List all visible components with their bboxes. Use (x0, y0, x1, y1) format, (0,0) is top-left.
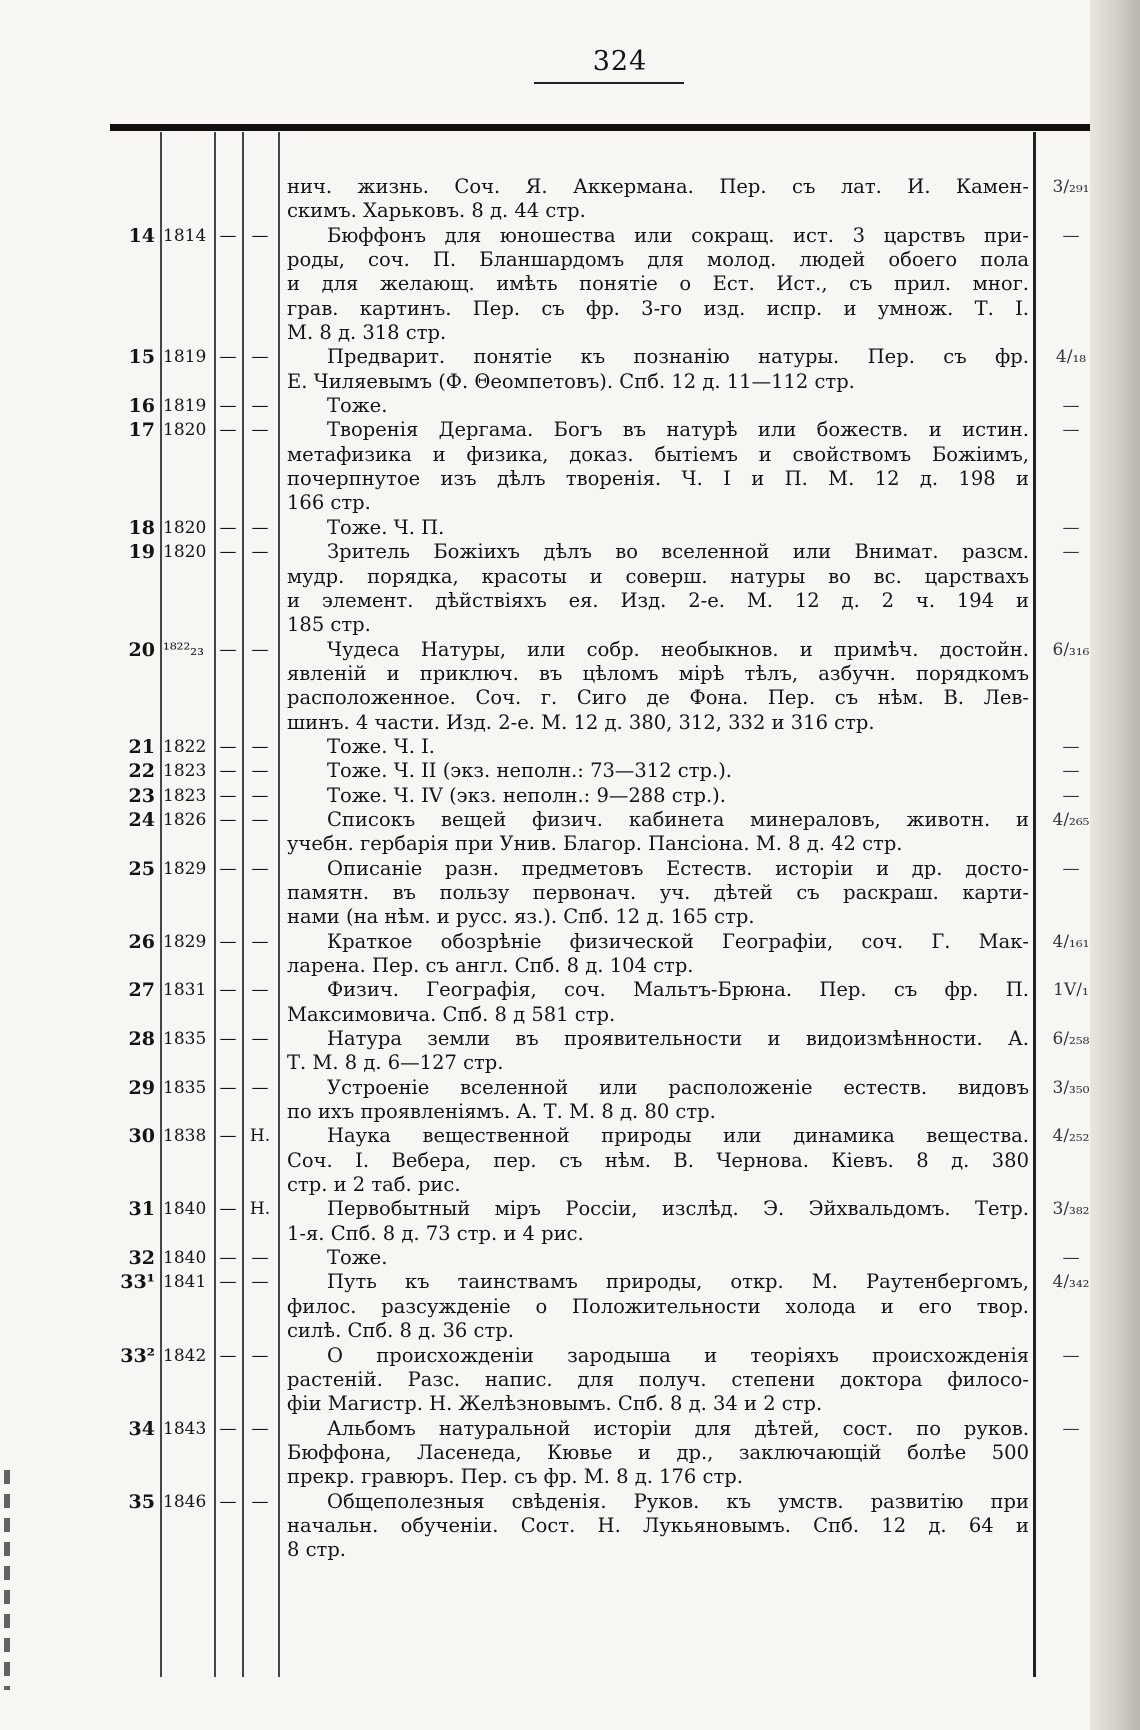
entry-mark: — (251, 858, 269, 879)
entry-number: 19 (128, 541, 155, 564)
entry-number: 25 (128, 857, 155, 880)
entry-text-line: фіи Магистр. Н. Желѣзновымъ. Спб. 8 д. 34 и 2 стр. (287, 1392, 823, 1416)
entry-price: 6/₂₅₈ (1052, 1029, 1090, 1050)
entry-mark: — (251, 1491, 269, 1512)
entry-text-line: Е. Чиляевымъ (Ф. Θеомпетовъ). Спб. 12 д. 11—112 стр. (287, 369, 855, 393)
table-top-rule (110, 124, 1090, 131)
entry-year: 1820 (163, 517, 207, 538)
catalog-line (0, 1417, 1090, 1441)
entry-mark: Н. (249, 1199, 271, 1220)
entry-text-line: М. 8 д. 318 стр. (287, 321, 447, 345)
entry-dash: — (219, 1126, 237, 1147)
entry-number: 16 (128, 395, 155, 418)
catalog-line (0, 589, 1090, 613)
catalog-line (0, 832, 1090, 856)
entry-mark: — (251, 736, 269, 757)
entry-dash: — (219, 1248, 237, 1269)
catalog-line (0, 808, 1090, 832)
entry-dash: — (219, 761, 237, 782)
entry-mark: — (251, 542, 269, 563)
entry-text-line: прекр. гравюръ. Пер. съ фр. М. 8 д. 176 стр. (287, 1465, 743, 1489)
entry-dash: — (219, 1272, 237, 1293)
entry-year: 1820 (163, 542, 207, 563)
catalog-line (0, 1441, 1090, 1465)
catalog-line (0, 686, 1090, 710)
page-number-underline (534, 82, 684, 84)
entry-dash: — (219, 980, 237, 1001)
entry-dash: — (219, 1345, 237, 1366)
entry-price: — (1062, 858, 1080, 879)
entry-text-line: расположенное. Соч. г. Сиго де Фона. Пер. съ нѣм. В. Лев- (287, 686, 1029, 710)
entry-text-line: Т. М. 8 д. 6—127 стр. (287, 1051, 504, 1075)
entry-number: 34 (128, 1417, 155, 1440)
entry-mark: — (251, 1077, 269, 1098)
entry-text-line: ларена. Пер. съ англ. Спб. 8 д. 104 стр. (287, 954, 694, 977)
entry-text-line: Устроеніе вселенной или расположеніе естеств. видовъ (327, 1075, 1029, 1099)
entry-text-line: Тоже. Ч. II (экз. неполн.: 73—312 стр.). (327, 759, 732, 783)
entry-text-line: силѣ. Спб. 8 д. 36 стр. (287, 1319, 514, 1343)
catalog-line (0, 394, 1090, 418)
catalog-line (0, 540, 1090, 564)
entry-text-line: почерпнутое изъ дѣлъ творенія. Ч. I и П. М. 12 д. 198 и (287, 467, 1029, 491)
page-number: 324 (592, 46, 648, 77)
entry-mark: — (251, 809, 269, 830)
entry-price: — (1062, 785, 1080, 806)
catalog-line (0, 565, 1090, 589)
entry-dash: — (219, 639, 237, 660)
entry-number: 33¹ (120, 1271, 155, 1294)
entry-number: 26 (128, 930, 155, 953)
catalog-line (0, 1124, 1090, 1148)
entry-year: 1831 (163, 980, 207, 1001)
entry-text-line: Максимовича. Спб. 8 д 581 стр. (287, 1002, 616, 1026)
entry-text-line: нич. жизнь. Соч. Я. Аккермана. Пер. съ лат. И. Камен- (287, 175, 1029, 198)
entry-dash: — (219, 1491, 237, 1512)
entry-number: 33² (120, 1344, 155, 1367)
entry-price: — (1062, 420, 1080, 441)
entry-number: 31 (128, 1198, 155, 1221)
entry-text-line: Путь къ таинствамъ природы, откр. М. Раутенбергомъ, (327, 1270, 1029, 1294)
entry-mark: — (251, 1029, 269, 1050)
entry-dash: — (219, 1418, 237, 1439)
entry-mark: — (251, 1345, 269, 1366)
catalog-line (0, 1514, 1090, 1538)
catalog-line (0, 881, 1090, 905)
entry-text-line: Наука вещественной природы или динамика вещества. (327, 1124, 1029, 1148)
catalog-line (0, 662, 1090, 686)
catalog-line (0, 345, 1090, 369)
entry-price: — (1062, 517, 1080, 538)
catalog-line (0, 930, 1090, 954)
entry-mark: — (251, 396, 269, 417)
catalog-line (0, 370, 1090, 394)
catalog-line (0, 1246, 1090, 1270)
entry-text-line: Тоже. (327, 1246, 388, 1270)
entry-text-line: 1-я. Спб. 8 д. 73 стр. и 4 рис. (287, 1221, 584, 1245)
entry-price: 3/₃₅₀ (1052, 1077, 1090, 1098)
entry-number: 24 (128, 808, 155, 831)
entry-text-line: Краткое обозрѣніе физической Географіи, соч. Г. Мак- (327, 929, 1029, 953)
catalog-line (0, 954, 1090, 978)
entry-text-line: 166 стр. (287, 491, 371, 515)
entry-dash: — (219, 225, 237, 246)
catalog-line (0, 784, 1090, 808)
entry-text-line: Натура земли въ проявительности и видоизмѣнности. А. (327, 1027, 1029, 1051)
entry-price: 3/₃₈₂ (1052, 1199, 1090, 1220)
catalog-line (0, 1051, 1090, 1075)
entry-text-line: стр. и 2 таб. рис. (287, 1173, 461, 1197)
catalog-line (0, 1344, 1090, 1368)
entry-number: 18 (128, 516, 155, 539)
entry-text-line: по ихъ проявленіямъ. А. Т. М. 8 д. 80 стр. (287, 1100, 716, 1124)
catalog-line (0, 905, 1090, 929)
entry-mark: — (251, 1418, 269, 1439)
entry-price: 4/₁₆₁ (1052, 931, 1090, 952)
catalog-line (0, 1173, 1090, 1197)
entry-price: — (1062, 761, 1080, 782)
entry-text-line: Соч. І. Вебера, пер. съ нѣм. В. Чернова. Кіевъ. 8 д. 380 (287, 1148, 1029, 1172)
entry-price: — (1062, 736, 1080, 757)
entry-price: — (1062, 542, 1080, 563)
entry-year: 1820 (163, 420, 207, 441)
catalog-line (0, 418, 1090, 442)
entry-number: 15 (128, 346, 155, 369)
entry-year: 1822 (163, 736, 207, 757)
entry-text-line: 185 стр. (287, 613, 371, 637)
catalog-line (0, 1295, 1090, 1319)
entry-text-line: роды, соч. П. Бланшардомъ для молод. людей обоего пола (287, 248, 1029, 272)
entry-year: 1843 (163, 1418, 207, 1439)
catalog-line (0, 1076, 1090, 1100)
entry-text-line: Тоже. Ч. IV (экз. неполн.: 9—288 стр.). (327, 783, 726, 807)
entry-text-line: Описаніе разн. предметовъ Естеств. исторіи и др. досто- (327, 856, 1029, 880)
catalog-line (0, 272, 1090, 296)
catalog-line (0, 1149, 1090, 1173)
catalog-line (0, 1465, 1090, 1489)
entry-number: 30 (128, 1125, 155, 1148)
entry-text-line: Тоже. Ч. I. (327, 734, 435, 758)
catalog-line (0, 978, 1090, 1002)
entry-year: 1814 (163, 225, 207, 246)
entry-dash: — (219, 809, 237, 830)
entry-text-line: Бюффонъ для юношества или сокращ. ист. 3 царствъ при- (327, 223, 1029, 247)
entry-text-line: и элемент. дѣйствіяхъ ея. Изд. 2-е. М. 12 д. 2 ч. 194 и (287, 588, 1029, 612)
entry-text-line: 8 стр. (287, 1538, 346, 1562)
catalog-line (0, 224, 1090, 248)
entry-price: 3/₂₉₁ (1052, 177, 1090, 197)
entry-price: — (1062, 1248, 1080, 1269)
entry-mark: — (251, 931, 269, 952)
entry-text-line: учебн. гербарія при Унив. Благор. Пансіона. М. 8 д. 42 стр. (287, 832, 903, 856)
entry-year: 1840 (163, 1199, 207, 1220)
entry-mark: — (251, 517, 269, 538)
catalog-line (0, 1222, 1090, 1246)
entry-dash: — (219, 517, 237, 538)
entry-number: 32 (128, 1247, 155, 1270)
catalog-line (0, 1003, 1090, 1027)
catalog-line (0, 443, 1090, 467)
entry-text-line: Физич. Географія, соч. Мальтъ-Брюна. Пер. съ фр. П. (327, 978, 1029, 1002)
catalog-entries (0, 175, 1090, 1563)
entry-year: 1835 (163, 1029, 207, 1050)
entry-mark: — (251, 761, 269, 782)
entry-price: 6/₃₁₆ (1052, 639, 1090, 660)
catalog-line (0, 857, 1090, 881)
entry-year: 1838 (163, 1126, 207, 1147)
entry-text-line: метафизика и физика, доказ. бытіемъ и свойствомъ Божіимъ, (287, 442, 1029, 466)
catalog-line (0, 467, 1090, 491)
catalog-line (0, 321, 1090, 345)
entry-dash: — (219, 931, 237, 952)
catalog-line (0, 1197, 1090, 1221)
entry-mark: — (251, 420, 269, 441)
page-edge-shadow (1090, 0, 1140, 1730)
entry-mark: — (251, 980, 269, 1001)
entry-number: 14 (128, 224, 155, 247)
entry-text-line: мудр. порядка, красоты и соверш. натуры во вс. царствахъ (287, 564, 1029, 588)
entry-dash: — (219, 396, 237, 417)
entry-year: 1823 (163, 785, 207, 806)
entry-dash: — (219, 542, 237, 563)
entry-number: 27 (128, 979, 155, 1002)
catalog-line (0, 175, 1090, 199)
entry-text-line: и для желающ. имѣть понятіе о Ест. Ист., съ прил. мног. (287, 272, 1029, 296)
entry-text-line: Бюффона, Ласенеда, Кювье и др., заключающій болѣе 500 (287, 1440, 1029, 1464)
entry-price: 4/₃₄₂ (1052, 1272, 1090, 1293)
catalog-line (0, 759, 1090, 783)
entry-dash: — (219, 1077, 237, 1098)
catalog-line (0, 735, 1090, 759)
entry-year: 1846 (163, 1491, 207, 1512)
entry-year: 1842 (163, 1345, 207, 1366)
entry-price: 4/₂₆₅ (1052, 809, 1090, 830)
catalog-line (0, 1368, 1090, 1392)
entry-number: 28 (128, 1028, 155, 1051)
catalog-line (0, 516, 1090, 540)
entry-text-line: Общеполезныя свѣденія. Руков. къ умств. развитію при (327, 1489, 1029, 1513)
entry-year: 1819 (163, 396, 207, 417)
entry-number: 17 (128, 419, 155, 442)
entry-price: 4/₂₅₂ (1052, 1126, 1090, 1147)
entry-mark: Н. (249, 1126, 271, 1147)
catalog-line (0, 199, 1090, 223)
entry-number: 29 (128, 1076, 155, 1099)
entry-text-line: начальн. обученіи. Сост. Н. Лукьяновымъ. Спб. 12 д. 64 и (287, 1513, 1029, 1537)
entry-price: 4/₁₈ (1055, 347, 1087, 368)
entry-year: 1841 (163, 1272, 207, 1293)
entry-text-line: Тоже. Ч. П. (327, 515, 445, 539)
entry-text-line: Зритель Божіихъ дѣлъ во вселенной или Внимат. разсм. (327, 540, 1029, 564)
entry-price: 1V/₁ (1053, 980, 1089, 1001)
entry-mark: — (251, 347, 269, 368)
entry-text-line: Творенія Дергама. Богъ въ натурѣ или божеств. и истин. (327, 418, 1029, 442)
entry-mark: — (251, 785, 269, 806)
catalog-line (0, 1490, 1090, 1514)
entry-text-line: шинъ. 4 части. Изд. 2-е. М. 12 д. 380, 312, 332 и 316 стр. (287, 710, 875, 734)
entry-dash: — (219, 785, 237, 806)
entry-number: 20 (128, 638, 155, 661)
entry-number: 35 (128, 1490, 155, 1513)
entry-text-line: Чудеса Натуры, или собр. необыкнов. и примѣч. достойн. (327, 637, 1029, 661)
entry-dash: — (219, 347, 237, 368)
catalog-line (0, 638, 1090, 662)
entry-text-line: растеній. Разс. напис. для получ. степени доктора филосо- (287, 1367, 1029, 1391)
entry-year: 1819 (163, 347, 207, 368)
entry-mark: — (251, 639, 269, 660)
entry-year: 1829 (163, 931, 207, 952)
entry-text-line: скимъ. Харьковъ. 8 д. 44 стр. (287, 199, 586, 223)
entry-dash: — (219, 858, 237, 879)
entry-text-line: Предварит. понятіе къ познанію натуры. Пер. съ фр. (327, 345, 1029, 369)
entry-year: 1826 (163, 809, 207, 830)
entry-price: — (1062, 225, 1080, 246)
entry-dash: — (219, 736, 237, 757)
entry-text-line: нами (на нѣм. и русс. яз.). Спб. 12 д. 165 стр. (287, 905, 755, 929)
entry-text-line: Альбомъ натуральной исторіи для дѣтей, сост. по руков. (327, 1416, 1029, 1440)
catalog-line (0, 613, 1090, 637)
entry-number: 21 (128, 735, 155, 758)
entry-mark: — (251, 1248, 269, 1269)
entry-year: 1829 (163, 858, 207, 879)
entry-text-line: филос. разсужденіе о Положительности холода и его твор. (287, 1294, 1029, 1318)
entry-price: — (1062, 1418, 1080, 1439)
entry-text-line: О происхожденіи зародыша и теоріяхъ происхожденія (327, 1343, 1029, 1367)
entry-year: 1840 (163, 1248, 207, 1269)
catalog-line (0, 1270, 1090, 1294)
entry-price: — (1062, 396, 1080, 417)
entry-dash: — (219, 420, 237, 441)
entry-mark: — (251, 225, 269, 246)
catalog-line (0, 1319, 1090, 1343)
entry-dash: — (219, 1199, 237, 1220)
entry-text-line: явленій и приключ. въ цѣломъ мірѣ тѣлъ, азбучн. порядкомъ (287, 661, 1029, 685)
entry-number: 23 (128, 784, 155, 807)
entry-text-line: Списокъ вещей физич. кабинета минераловъ, животн. и (327, 807, 1029, 831)
catalog-line (0, 248, 1090, 272)
catalog-line (0, 297, 1090, 321)
catalog-line (0, 1100, 1090, 1124)
entry-dash: — (219, 1029, 237, 1050)
catalog-line (0, 711, 1090, 735)
entry-text-line: грав. картинъ. Пер. съ фр. 3-го изд. испр. и умнож. Т. I. (287, 296, 1029, 320)
catalog-line (0, 1027, 1090, 1051)
entry-text-line: Первобытный міръ Россіи, изслѣд. Э. Эйхвальдомъ. Тетр. (327, 1197, 1029, 1221)
entry-year: 1835 (163, 1077, 207, 1098)
catalog-line (0, 1392, 1090, 1416)
entry-year: 1823 (163, 761, 207, 782)
entry-number: 22 (128, 760, 155, 783)
catalog-line (0, 1538, 1090, 1562)
entry-text-line: памятн. въ пользу первонач. уч. дѣтей съ раскраш. карти- (287, 880, 1029, 904)
entry-mark: — (251, 1272, 269, 1293)
entry-text-line: Тоже. (327, 394, 388, 418)
entry-year: ¹⁸²²₂₃ (163, 639, 204, 660)
entry-price: — (1062, 1345, 1080, 1366)
catalog-line (0, 491, 1090, 515)
